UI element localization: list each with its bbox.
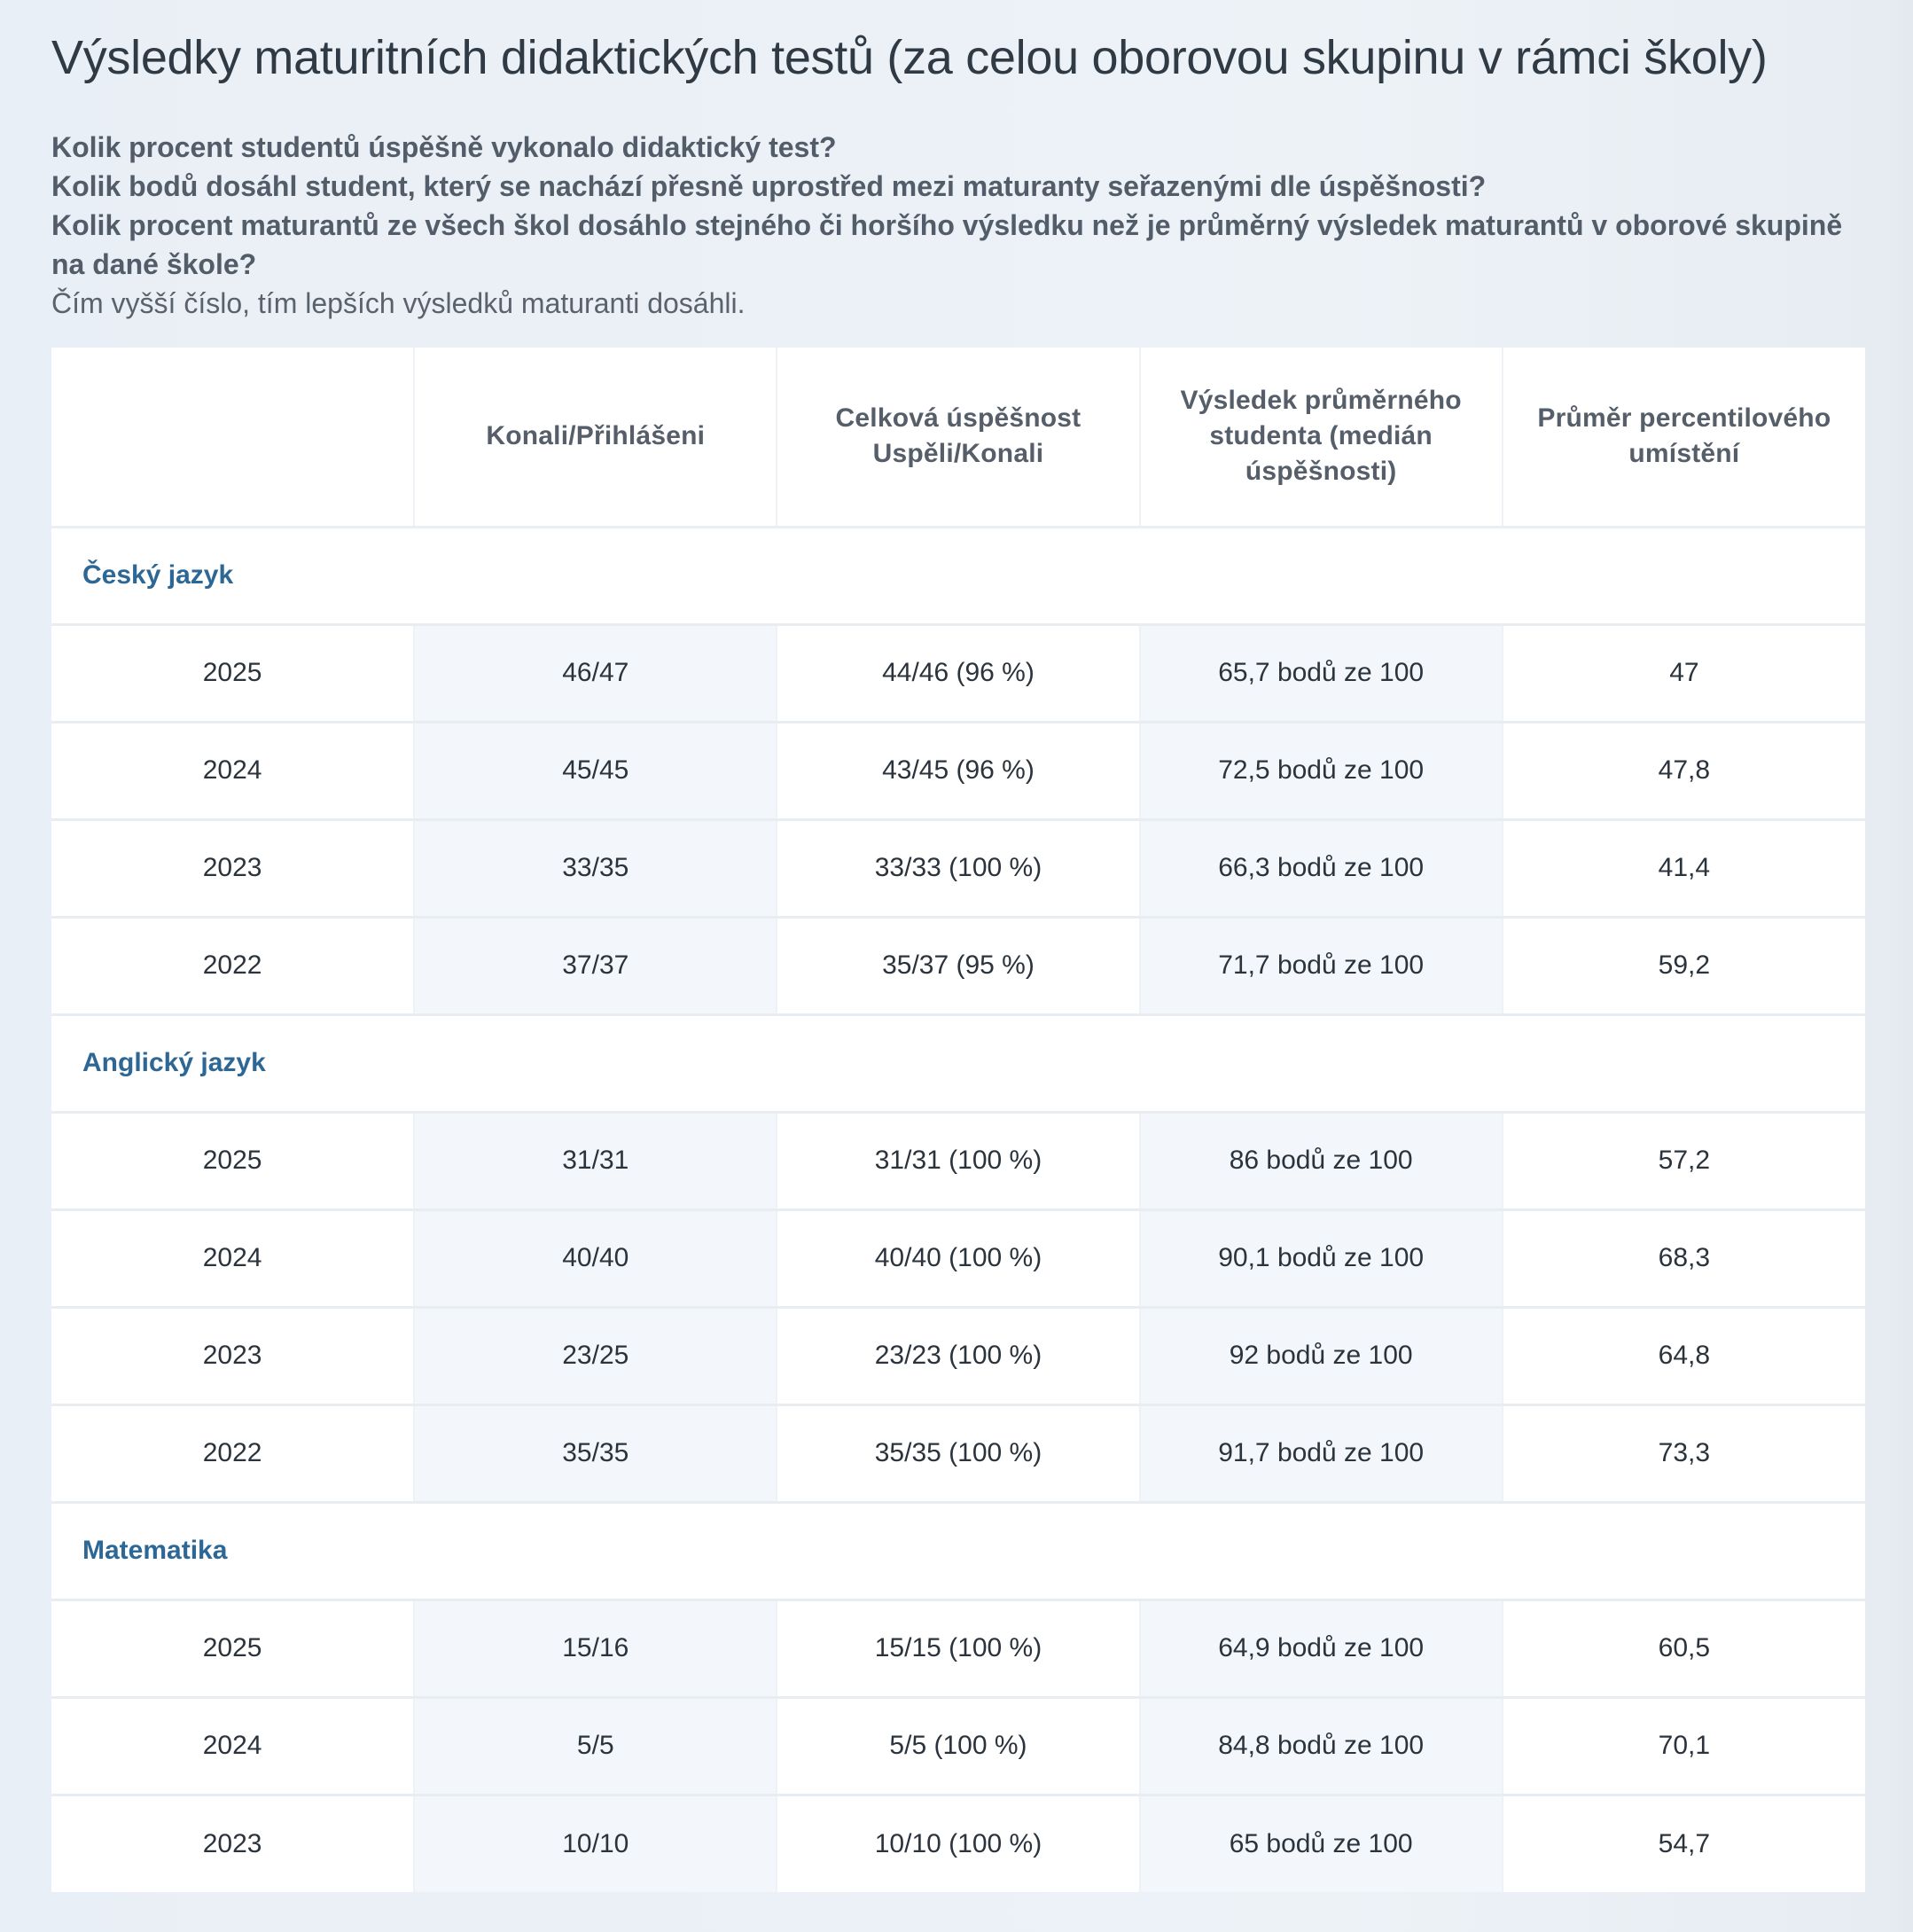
cell-percentile: 59,2 xyxy=(1503,917,1865,1014)
cell-success-rate: 35/37 (95 %) xyxy=(777,917,1139,1014)
explanation-note: Čím vyšší číslo, tím lepších výsledků maturanti dosáhli. xyxy=(51,287,746,319)
cell-median-result: 65,7 bodů ze 100 xyxy=(1140,624,1503,722)
question-1: Kolik procent studentů úspěšně vykonalo didaktický test? xyxy=(51,131,837,163)
cell-year: 2022 xyxy=(51,917,414,1014)
cell-year: 2024 xyxy=(51,1209,414,1307)
cell-percentile: 57,2 xyxy=(1503,1112,1865,1209)
header-year xyxy=(51,348,414,527)
subject-label: Matematika xyxy=(51,1502,1865,1600)
header-success-rate: Celková úspěšnost Uspěli/Konali xyxy=(777,348,1139,527)
scroll-edge-shadow xyxy=(1886,0,1913,1932)
cell-took-registered: 40/40 xyxy=(414,1209,777,1307)
table-row xyxy=(51,1112,1865,1209)
table-row xyxy=(51,1209,1865,1307)
cell-percentile: 70,1 xyxy=(1503,1697,1865,1795)
cell-percentile: 60,5 xyxy=(1503,1600,1865,1697)
table-body xyxy=(51,527,1865,1892)
cell-success-rate: 10/10 (100 %) xyxy=(777,1795,1139,1892)
results-table xyxy=(51,348,1865,1892)
table-row xyxy=(51,819,1865,917)
cell-percentile: 68,3 xyxy=(1503,1209,1865,1307)
cell-year: 2025 xyxy=(51,1112,414,1209)
group-row xyxy=(51,527,1865,624)
cell-took-registered: 37/37 xyxy=(414,917,777,1014)
subject-label: Anglický jazyk xyxy=(51,1014,1865,1112)
header-median-result: Výsledek průměrného studenta (medián úspěšnosti) xyxy=(1140,348,1503,527)
cell-year: 2023 xyxy=(51,1307,414,1404)
cell-success-rate: 40/40 (100 %) xyxy=(777,1209,1139,1307)
table-row xyxy=(51,722,1865,819)
cell-median-result: 84,8 bodů ze 100 xyxy=(1140,1697,1503,1795)
cell-percentile: 47 xyxy=(1503,624,1865,722)
table-row xyxy=(51,917,1865,1014)
cell-took-registered: 23/25 xyxy=(414,1307,777,1404)
cell-median-result: 72,5 bodů ze 100 xyxy=(1140,722,1503,819)
cell-success-rate: 23/23 (100 %) xyxy=(777,1307,1139,1404)
cell-year: 2024 xyxy=(51,1697,414,1795)
cell-median-result: 90,1 bodů ze 100 xyxy=(1140,1209,1503,1307)
question-2: Kolik bodů dosáhl student, který se nachází přesně uprostřed mezi maturanty seřazenými dle úspěšnosti? xyxy=(51,170,1487,202)
cell-success-rate: 5/5 (100 %) xyxy=(777,1697,1139,1795)
table-row xyxy=(51,1404,1865,1502)
cell-percentile: 41,4 xyxy=(1503,819,1865,917)
cell-success-rate: 44/46 (96 %) xyxy=(777,624,1139,722)
table-header-row xyxy=(51,348,1865,527)
cell-percentile: 64,8 xyxy=(1503,1307,1865,1404)
table-row xyxy=(51,1600,1865,1697)
cell-percentile: 47,8 xyxy=(1503,722,1865,819)
cell-success-rate: 33/33 (100 %) xyxy=(777,819,1139,917)
header-percentile: Průměr percentilového umístění xyxy=(1503,348,1865,527)
cell-median-result: 92 bodů ze 100 xyxy=(1140,1307,1503,1404)
cell-median-result: 64,9 bodů ze 100 xyxy=(1140,1600,1503,1697)
header-took-registered: Konali/Přihlášeni xyxy=(414,348,777,527)
cell-year: 2024 xyxy=(51,722,414,819)
subject-label: Český jazyk xyxy=(51,527,1865,624)
cell-year: 2023 xyxy=(51,1795,414,1892)
table-row xyxy=(51,624,1865,722)
cell-success-rate: 35/35 (100 %) xyxy=(777,1404,1139,1502)
group-row xyxy=(51,1502,1865,1600)
cell-took-registered: 15/16 xyxy=(414,1600,777,1697)
cell-took-registered: 5/5 xyxy=(414,1697,777,1795)
cell-year: 2022 xyxy=(51,1404,414,1502)
cell-took-registered: 33/35 xyxy=(414,819,777,917)
cell-year: 2023 xyxy=(51,819,414,917)
page-title: Výsledky maturitních didaktických testů (za celou oborovou skupinu v rámci školy) xyxy=(51,31,1768,84)
cell-year: 2025 xyxy=(51,624,414,722)
cell-median-result: 91,7 bodů ze 100 xyxy=(1140,1404,1503,1502)
cell-took-registered: 45/45 xyxy=(414,722,777,819)
cell-median-result: 86 bodů ze 100 xyxy=(1140,1112,1503,1209)
table-row xyxy=(51,1795,1865,1892)
group-row xyxy=(51,1014,1865,1112)
cell-took-registered: 10/10 xyxy=(414,1795,777,1892)
cell-year: 2025 xyxy=(51,1600,414,1697)
cell-success-rate: 15/15 (100 %) xyxy=(777,1600,1139,1697)
question-list xyxy=(51,128,1869,323)
cell-median-result: 66,3 bodů ze 100 xyxy=(1140,819,1503,917)
table-row xyxy=(51,1307,1865,1404)
cell-percentile: 54,7 xyxy=(1503,1795,1865,1892)
question-3: Kolik procent maturantů ze všech škol dosáhlo stejného či horšího výsledku než je průměrný výsledek maturantů v oborové skupině na dané škole? xyxy=(51,209,1843,280)
cell-took-registered: 46/47 xyxy=(414,624,777,722)
table-row xyxy=(51,1697,1865,1795)
cell-median-result: 65 bodů ze 100 xyxy=(1140,1795,1503,1892)
cell-took-registered: 31/31 xyxy=(414,1112,777,1209)
cell-took-registered: 35/35 xyxy=(414,1404,777,1502)
cell-success-rate: 31/31 (100 %) xyxy=(777,1112,1139,1209)
cell-success-rate: 43/45 (96 %) xyxy=(777,722,1139,819)
cell-median-result: 71,7 bodů ze 100 xyxy=(1140,917,1503,1014)
cell-percentile: 73,3 xyxy=(1503,1404,1865,1502)
